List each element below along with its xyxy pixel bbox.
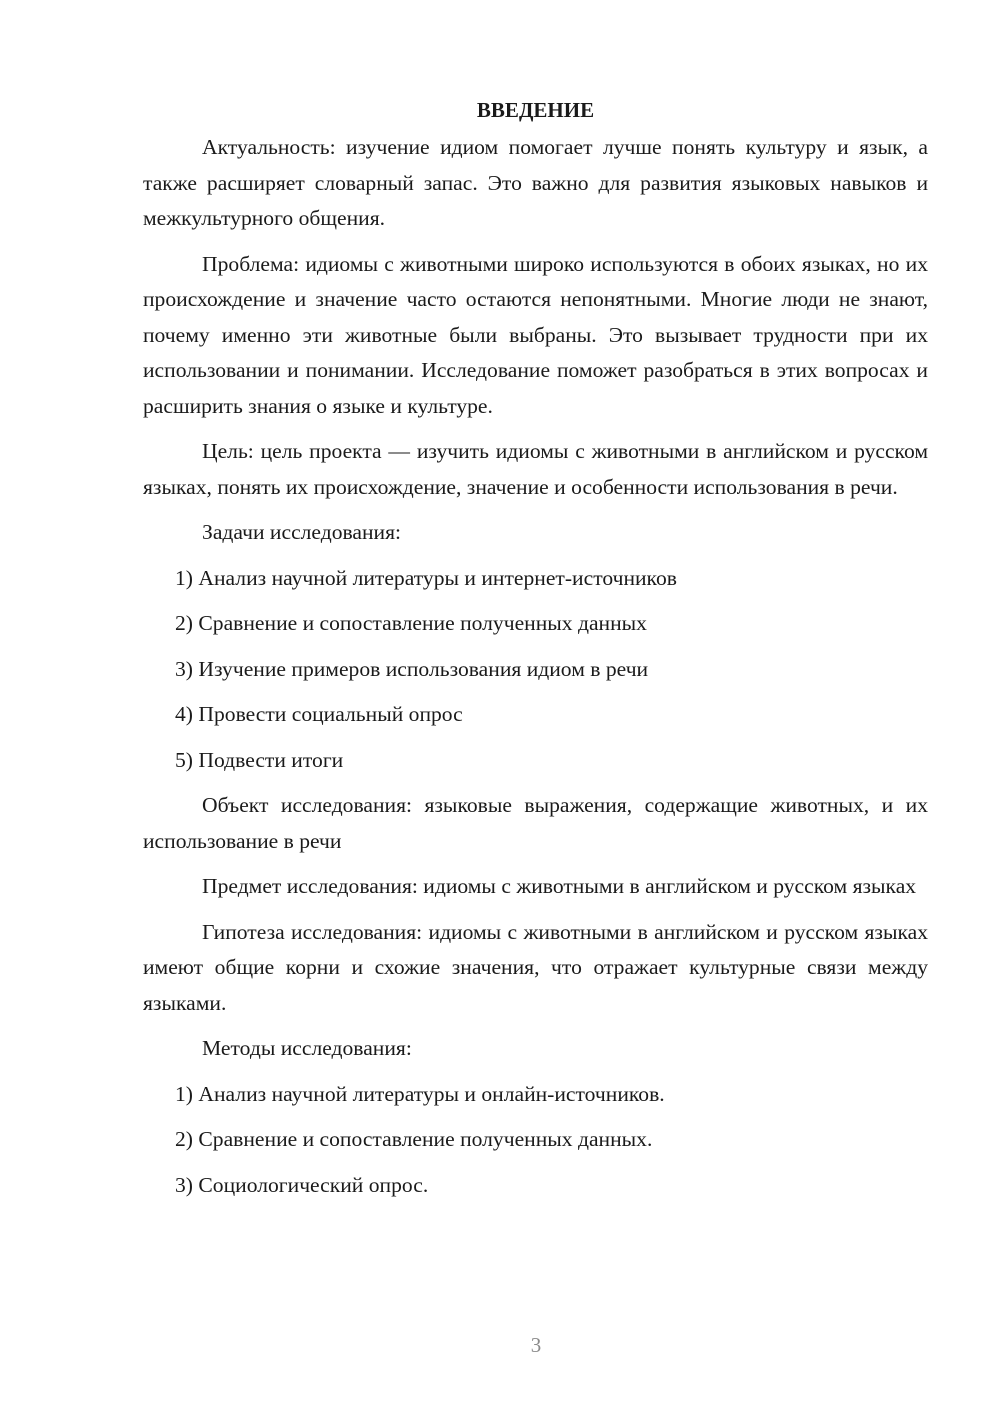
list-item: 4) Провести социальный опрос <box>175 702 463 726</box>
list-item: 5) Подвести итоги <box>175 747 344 772</box>
object-paragraph: Объект исследования: языковые выражения, содержащие животных, и их использование в речи <box>143 793 928 853</box>
tasks-heading: Задачи исследования: <box>202 520 402 544</box>
tasks-list <box>143 561 928 779</box>
list-item: 3) Изучение примеров использования идиом в речи <box>175 656 649 681</box>
list-item: 1) Анализ научной литературы и онлайн-источников. <box>175 1081 665 1106</box>
document-page <box>143 92 928 1203</box>
methods-heading: Методы исследования: <box>202 1036 412 1060</box>
relevance-paragraph: Актуальность: изучение идиом помогает лучше понять культуру и язык, а также расширяет словарный запас. Это важно для развития языковых навыков и межкультурного общения. <box>143 135 928 230</box>
list-item: 3) Социологический опрос. <box>175 1172 429 1197</box>
goal-paragraph: Цель: цель проекта — изучить идиомы с животными в английском и русском языках, понять их происхождение, значение и особенности использования в речи. <box>143 439 928 499</box>
document-title: ВВЕДЕНИЕ <box>476 98 595 122</box>
problem-paragraph: Проблема: идиомы с животными широко используются в обоих языках, но их происхождение и значение часто остаются непонятными. Многие люди не знают, почему именно эти животные были выбраны. Это вызывает трудности при их использовании и понимании. Исследование поможет разобраться в этих вопросах и расширить знания о языке и культуре. <box>143 251 928 418</box>
subject-paragraph: Предмет исследования: идиомы с животными в английском и русском языках <box>202 874 917 898</box>
list-item: 2) Сравнение и сопоставление полученных данных. <box>175 1127 653 1151</box>
list-item: 1) Анализ научной литературы и интернет-источников <box>175 565 677 590</box>
list-item: 2) Сравнение и сопоставление полученных данных <box>175 611 647 635</box>
methods-list <box>143 1077 928 1204</box>
hypothesis-paragraph: Гипотеза исследования: идиомы с животными в английском и русском языках имеют общие корни и схожие значения, что отражает культурные связи между языками. <box>143 919 928 1015</box>
page-number: 3 <box>530 1333 542 1357</box>
